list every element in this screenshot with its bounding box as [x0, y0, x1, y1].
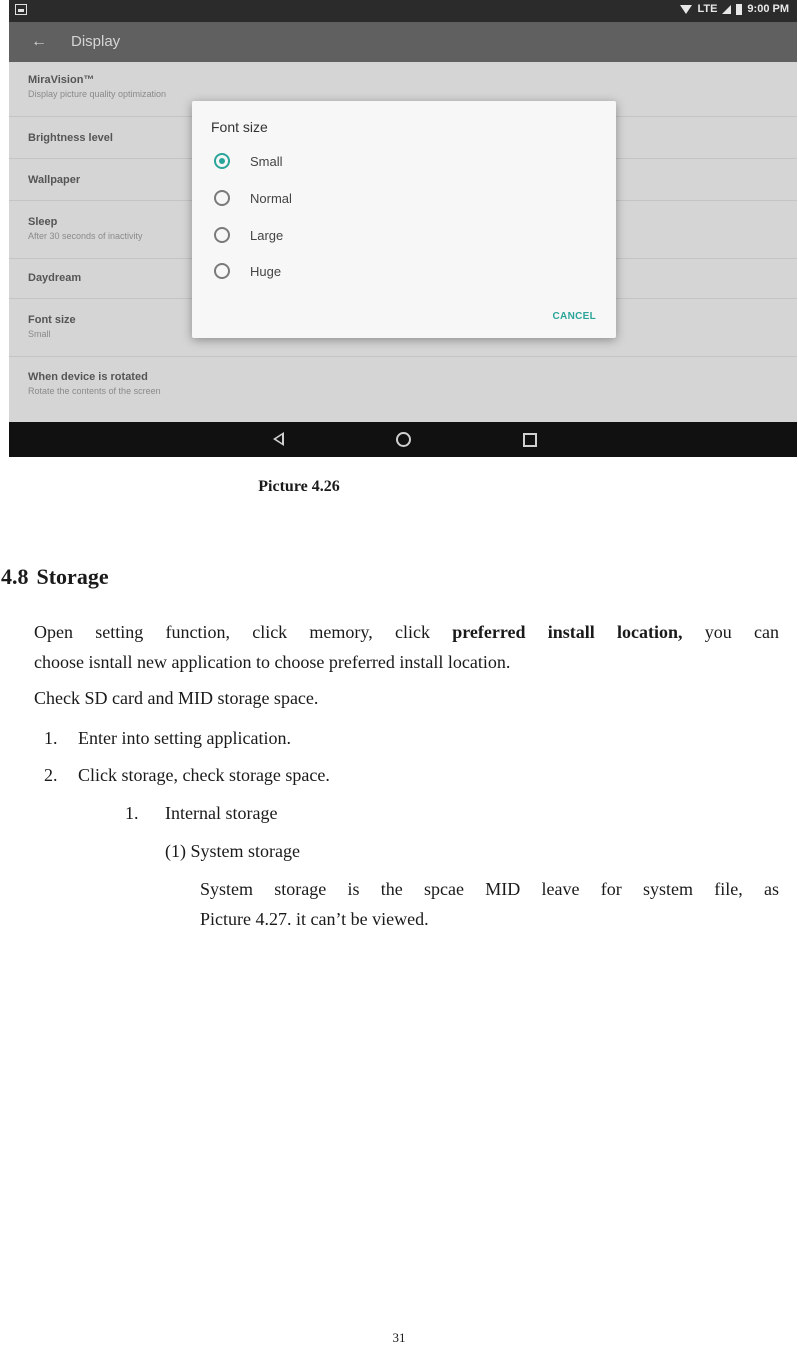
paragraph-check-storage: Check SD card and MID storage space.	[34, 688, 319, 708]
paragraph-line	[34, 617, 779, 647]
list-item	[44, 723, 291, 753]
section-heading	[1, 564, 109, 590]
setting-title: Sleep	[28, 216, 58, 228]
notification-icon	[15, 4, 27, 15]
paragraph-system-storage	[200, 874, 779, 934]
option-label: Huge	[250, 263, 282, 279]
setting-title: Font size	[28, 314, 76, 326]
setting-title: Daydream	[28, 272, 82, 284]
list-number: 1.	[44, 728, 58, 748]
option-huge[interactable]	[214, 263, 281, 279]
battery-icon	[736, 4, 742, 15]
setting-item-font-size[interactable]	[28, 314, 76, 339]
list-text: Internal storage	[165, 803, 278, 823]
status-icons	[680, 3, 789, 15]
setting-title: Brightness level	[28, 132, 113, 144]
setting-item-rotation[interactable]	[28, 371, 161, 396]
paragraph-install-location	[34, 617, 779, 677]
dialog-title: Font size	[211, 119, 268, 135]
setting-title: Wallpaper	[28, 174, 81, 186]
triangle-back-icon[interactable]	[273, 432, 284, 446]
option-normal[interactable]	[214, 190, 292, 206]
radio-icon[interactable]	[214, 263, 230, 279]
sub-sub-item: (1) System storage	[165, 841, 300, 861]
lte-icon: LTE	[697, 3, 718, 15]
list-number: 2.	[44, 765, 58, 785]
list-item	[44, 760, 330, 790]
screenshot-image	[9, 0, 797, 457]
setting-item-brightness[interactable]	[28, 132, 113, 144]
list-text: Enter into setting application.	[78, 728, 291, 748]
divider	[9, 356, 797, 357]
paragraph-line: System storage is the spcae MID leave for system file, as	[200, 879, 779, 899]
bold-text: preferred install location,	[452, 622, 683, 642]
radio-selected-icon[interactable]	[214, 153, 230, 169]
setting-title: When device is rotated	[28, 371, 148, 383]
section-number: 4.8	[1, 564, 29, 589]
circle-home-icon[interactable]	[396, 432, 411, 447]
list-number: 1.	[125, 803, 139, 823]
option-label: Normal	[250, 190, 292, 206]
paragraph-line: Picture 4.27. it can’t be viewed.	[200, 909, 429, 929]
screen-title: Display	[71, 33, 121, 50]
radio-icon[interactable]	[214, 227, 230, 243]
setting-subtitle: Small	[28, 329, 51, 339]
setting-subtitle: After 30 seconds of inactivity	[28, 231, 143, 241]
option-label: Large	[250, 227, 284, 243]
text-run: Open setting function, click memory, click	[34, 622, 453, 642]
figure-caption: Picture 4.26	[258, 478, 340, 495]
section-title: Storage	[36, 564, 109, 589]
option-label: Small	[250, 153, 283, 169]
radio-icon[interactable]	[214, 190, 230, 206]
setting-title: MiraVision™	[28, 74, 95, 86]
setting-subtitle: Display picture quality optimization	[28, 89, 167, 99]
sub-list-item	[125, 798, 277, 828]
setting-item-daydream[interactable]	[28, 272, 81, 284]
text-run: you can	[682, 622, 780, 642]
action-bar	[9, 22, 797, 62]
clock-icon: 9:00 PM	[747, 3, 789, 15]
status-bar	[9, 0, 797, 22]
page-number: 31	[392, 1330, 406, 1345]
setting-subtitle: Rotate the contents of the screen	[28, 386, 161, 396]
setting-item-miravision[interactable]	[28, 74, 166, 99]
setting-item-wallpaper[interactable]	[28, 174, 80, 186]
list-text: Click storage, check storage space.	[78, 765, 330, 785]
paragraph-line: choose isntall new application to choose preferred install location.	[34, 652, 511, 672]
wifi-icon	[680, 5, 692, 14]
font-size-dialog	[192, 101, 616, 338]
cancel-button[interactable]: CANCEL	[552, 311, 596, 322]
navigation-bar	[9, 422, 797, 457]
square-recents-icon[interactable]	[523, 433, 537, 447]
option-large[interactable]	[214, 227, 283, 243]
setting-item-sleep[interactable]	[28, 216, 143, 241]
option-small[interactable]	[214, 153, 283, 169]
signal-icon	[722, 5, 731, 14]
arrow-left-icon[interactable]: ←	[31, 33, 47, 50]
